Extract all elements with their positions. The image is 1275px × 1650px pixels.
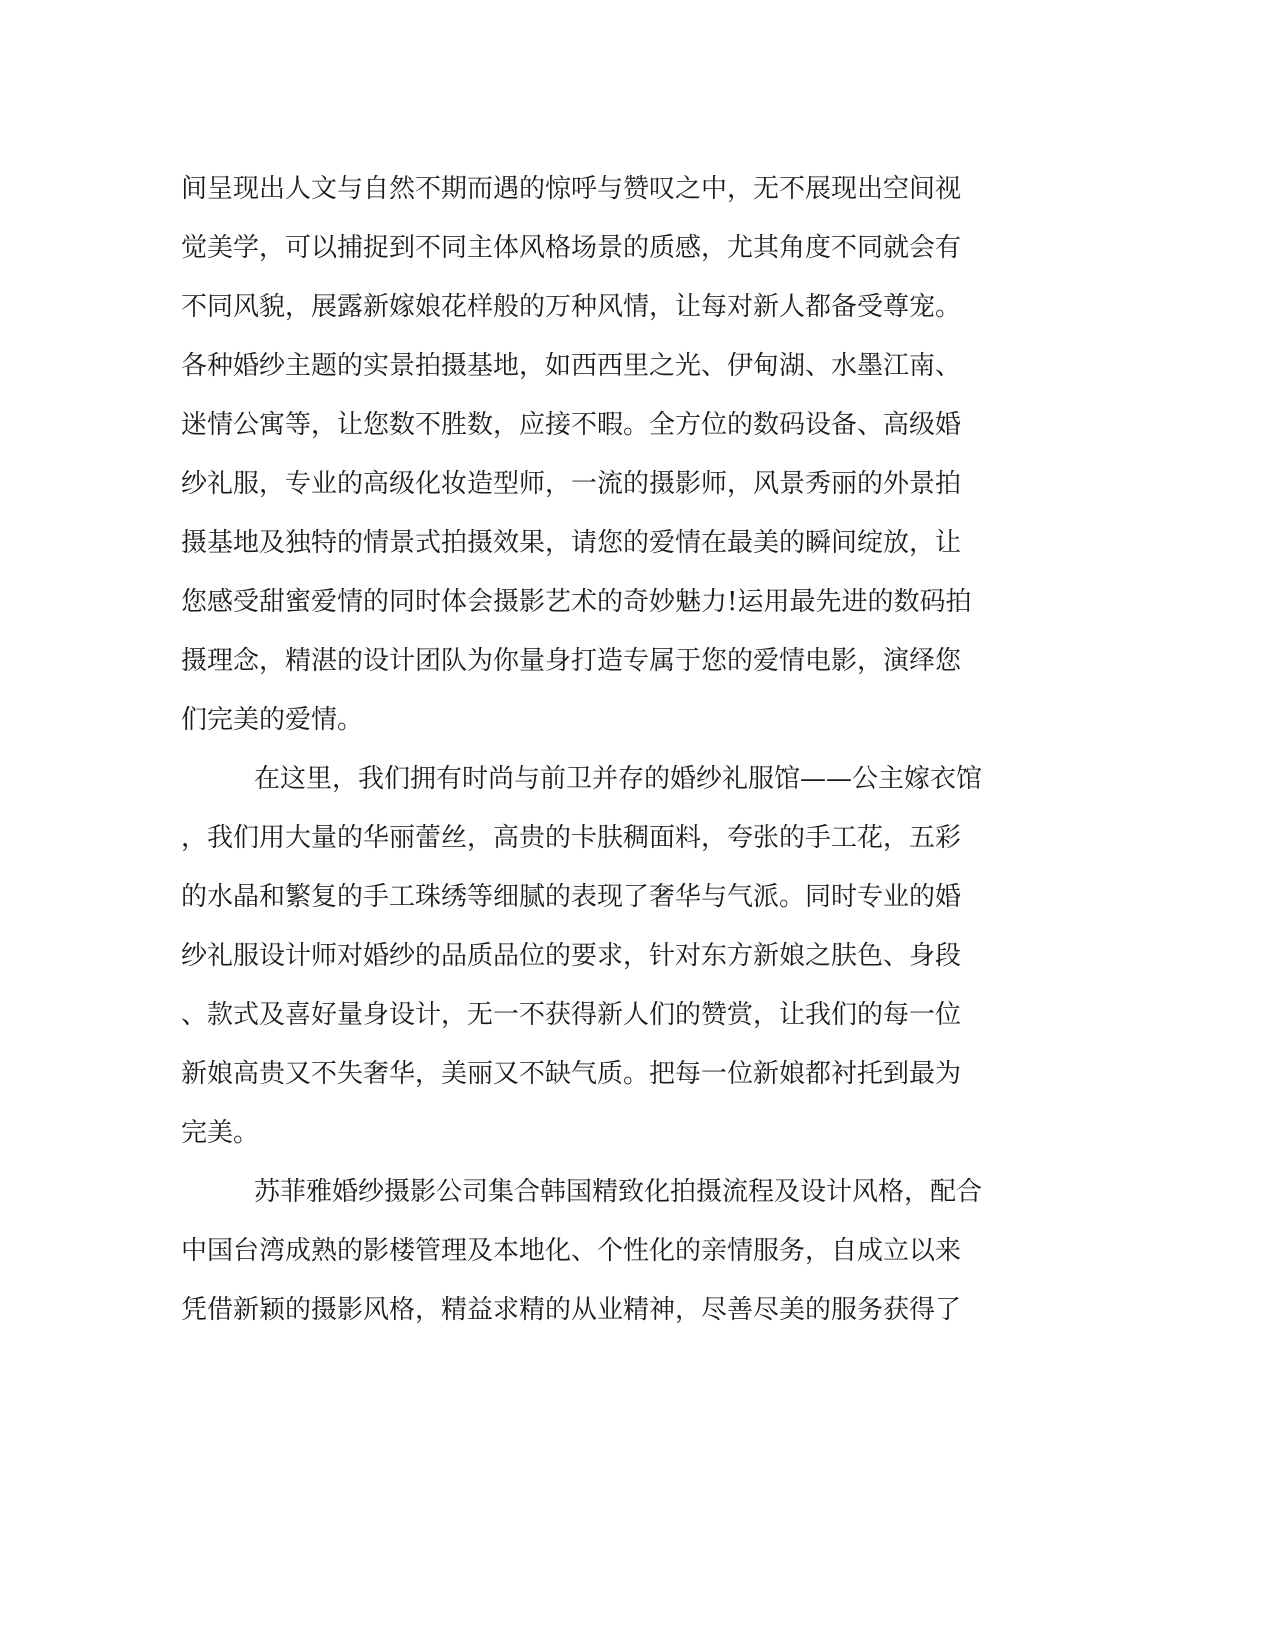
text-line: 苏菲雅婚纱摄影公司集合韩国精致化拍摄流程及设计风格，配合 bbox=[254, 1177, 983, 1207]
text-line: 迷情公寓等，让您数不胜数，应接不暇。全方位的数码设备、高级婚 bbox=[181, 410, 962, 440]
text-line: 您感受甜蜜爱情的同时体会摄影艺术的奇妙魅力!运用最先进的数码拍 bbox=[181, 587, 972, 617]
body-text bbox=[181, 160, 1041, 1340]
text-line: 在这里，我们拥有时尚与前卫并存的婚纱礼服馆——公主嫁衣馆 bbox=[254, 764, 983, 794]
text-line: 不同风貌，展露新嫁娘花样般的万种风情，让每对新人都备受尊宠。 bbox=[181, 292, 962, 322]
text-line: 新娘高贵又不失奢华，美丽又不缺气质。把每一位新娘都衬托到最为 bbox=[181, 1059, 962, 1089]
text-line: 完美。 bbox=[181, 1118, 260, 1148]
paragraph-3 bbox=[181, 1163, 1041, 1340]
text-line: 的水晶和繁复的手工珠绣等细腻的表现了奢华与气派。同时专业的婚 bbox=[181, 882, 962, 912]
text-line: 觉美学，可以捕捉到不同主体风格场景的质感，尤其角度不同就会有 bbox=[181, 233, 962, 263]
text-line: 间呈现出人文与自然不期而遇的惊呼与赞叹之中，无不展现出空间视 bbox=[181, 174, 962, 204]
text-line: 纱礼服设计师对婚纱的品质品位的要求，针对东方新娘之肤色、身段 bbox=[181, 941, 962, 971]
text-line: ，我们用大量的华丽蕾丝，高贵的卡肤稠面料，夸张的手工花，五彩 bbox=[181, 823, 962, 853]
text-line: 凭借新颖的摄影风格，精益求精的从业精神，尽善尽美的服务获得了 bbox=[181, 1295, 962, 1325]
text-line: 纱礼服，专业的高级化妆造型师，一流的摄影师，风景秀丽的外景拍 bbox=[181, 469, 962, 499]
text-line: 、款式及喜好量身设计，无一不获得新人们的赞赏，让我们的每一位 bbox=[181, 1000, 962, 1030]
text-line: 摄基地及独特的情景式拍摄效果，请您的爱情在最美的瞬间绽放，让 bbox=[181, 528, 962, 558]
text-line: 各种婚纱主题的实景拍摄基地，如西西里之光、伊甸湖、水墨江南、 bbox=[181, 351, 962, 381]
text-line: 摄理念，精湛的设计团队为你量身打造专属于您的爱情电影，演绎您 bbox=[181, 646, 962, 676]
paragraph-1 bbox=[181, 160, 1041, 750]
text-line: 们完美的爱情。 bbox=[181, 705, 364, 735]
text-line: 中国台湾成熟的影楼管理及本地化、个性化的亲情服务，自成立以来 bbox=[181, 1236, 962, 1266]
paragraph-2 bbox=[181, 750, 1041, 1163]
